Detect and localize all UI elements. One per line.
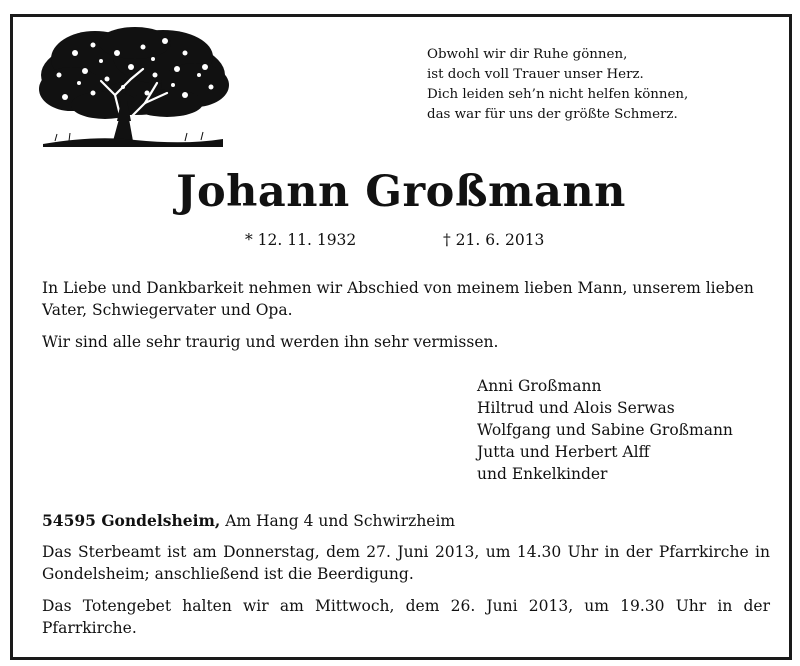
- birth-date: * 12. 11. 1932: [245, 231, 357, 249]
- death-date: † 21. 6. 2013: [443, 231, 545, 249]
- prayer-text: Das Totengebet halten wir am Mittwoch, dem 26. Juni 2013, um 19.30 Uhr in der Pfarrkirche.: [42, 597, 770, 637]
- sadness-text: Wir sind alle sehr traurig und werden ihn sehr vermissen.: [42, 333, 499, 351]
- poem-line-3: Dich leiden seh’n nicht helfen können,: [427, 87, 689, 102]
- mourner-3: Wolfgang und Sabine Großmann: [477, 421, 733, 439]
- poem-line-2: ist doch voll Trauer unser Herz.: [427, 67, 644, 82]
- funeral-text: Das Sterbeamt ist am Donnerstag, dem 27. Juni 2013, um 14.30 Uhr in der Pfarrkirche in Gondelsheim; anschließend ist die Beerdigung.: [42, 543, 770, 583]
- mourner-5: und Enkelkinder: [477, 465, 608, 483]
- poem-line-4: das war für uns der größte Schmerz.: [427, 107, 678, 122]
- poem: [427, 45, 767, 125]
- obituary-card: [10, 14, 792, 660]
- address-street: Am Hang 4 und Schwirzheim: [220, 512, 456, 530]
- intro-text: In Liebe und Dankbarkeit nehmen wir Abschied von meinem lieben Mann, unserem lieben Vater, Schwiegervater und Opa.: [42, 279, 754, 319]
- mourner-1: Anni Großmann: [477, 377, 602, 395]
- address: [42, 511, 455, 530]
- mourner-2: Hiltrud und Alois Serwas: [477, 399, 675, 417]
- tree-icon: [35, 23, 231, 153]
- address-city: 54595 Gondelsheim,: [42, 511, 221, 530]
- poem-line-1: Obwohl wir dir Ruhe gönnen,: [427, 47, 628, 62]
- mourner-4: Jutta und Herbert Alff: [477, 443, 650, 461]
- deceased-name: Johann Großmann: [176, 167, 626, 217]
- mourners-list: [477, 375, 733, 485]
